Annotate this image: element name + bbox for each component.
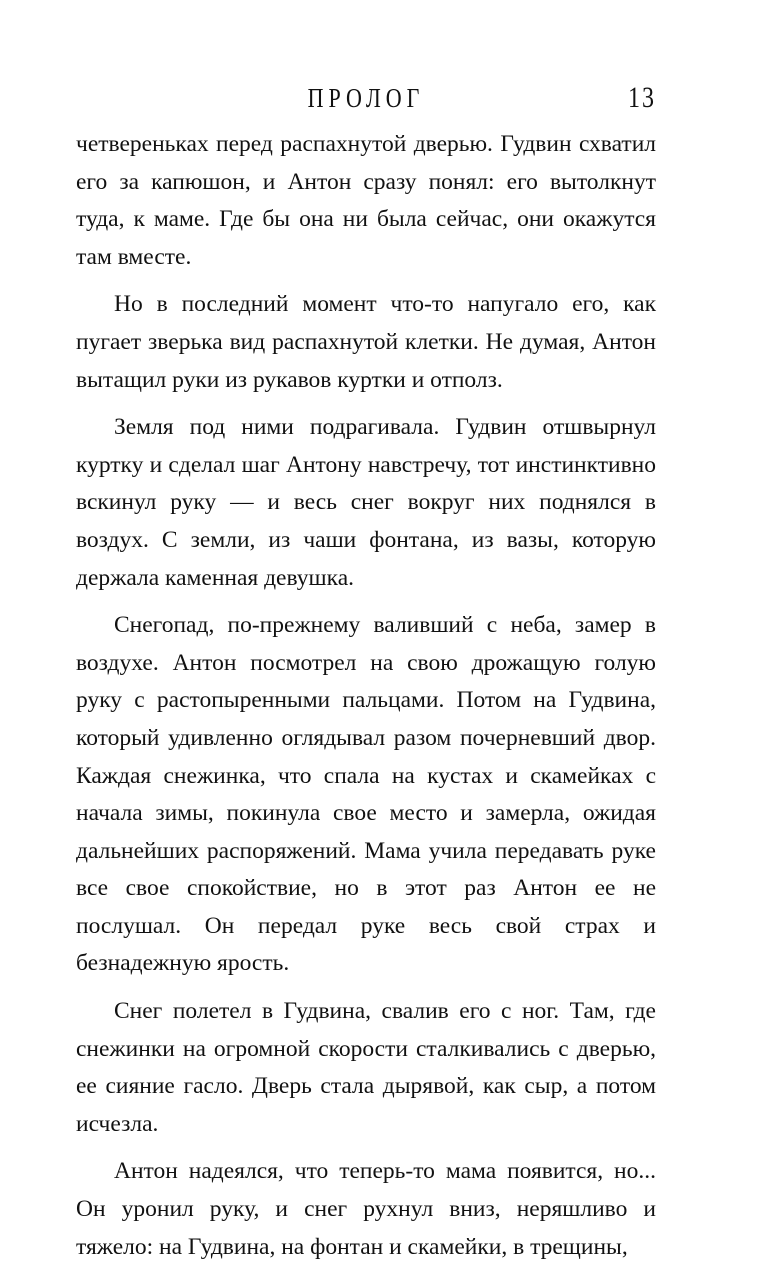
paragraph-3: Земля под ними подрагивала. Гудвин отшвырнул куртку и сделал шаг Антону навстречу, тот инстинктивно вскинул руку — и весь снег вокруг них поднялся в воздух. С земли, из чаши фонтана, из вазы, которую держала каменная девушка.: [76, 414, 656, 591]
body-text: [76, 126, 656, 1276]
paragraph-2: Но в последний момент что-то напугало его, как пугает зверька вид распахнутой клетки. Не думая, Антон вытащил руки из рукавов куртки и отполз.: [76, 291, 656, 393]
paragraph-4: Снегопад, по-прежнему валивший с неба, замер в воздухе. Антон посмотрел на свою дрожащую голую руку с растопыренными пальцами. Потом на Гудвина, который удивленно оглядывал разом почерневший двор. Каждая снежинка, что спала на кустах и скамейках с начала зимы, покинула свое место и замерла, ожидая дальнейших распоряжений. Мама учила передавать руке все свое спокойствие, но в этот раз Антон ее не послушал. Он передал руке весь свой страх и безнадежную ярость.: [76, 612, 656, 977]
running-head: ПРОЛОГ: [307, 82, 425, 114]
page-number: 13: [628, 82, 656, 115]
paragraph-1: четвереньках перед распахнутой дверью. Гудвин схватил его за капюшон, и Антон сразу понял: его вытолкнут туда, к маме. Где бы она ни была сейчас, они окажутся там вместе.: [76, 131, 656, 270]
paragraph-5: Снег полетел в Гудвина, свалив его с ног. Там, где снежинки на огромной скорости сталкивались с дверью, ее сияние гасло. Дверь стала дырявой, как сыр, а потом исчезла.: [76, 998, 656, 1137]
page-header: [76, 82, 656, 115]
paragraph-6: Антон надеялся, что теперь-то мама появится, но... Он уронил руку, и снег рухнул вниз, неряшливо и тяжело: на Гудвина, на фонтан и скамейки, в трещины,: [76, 1158, 656, 1260]
